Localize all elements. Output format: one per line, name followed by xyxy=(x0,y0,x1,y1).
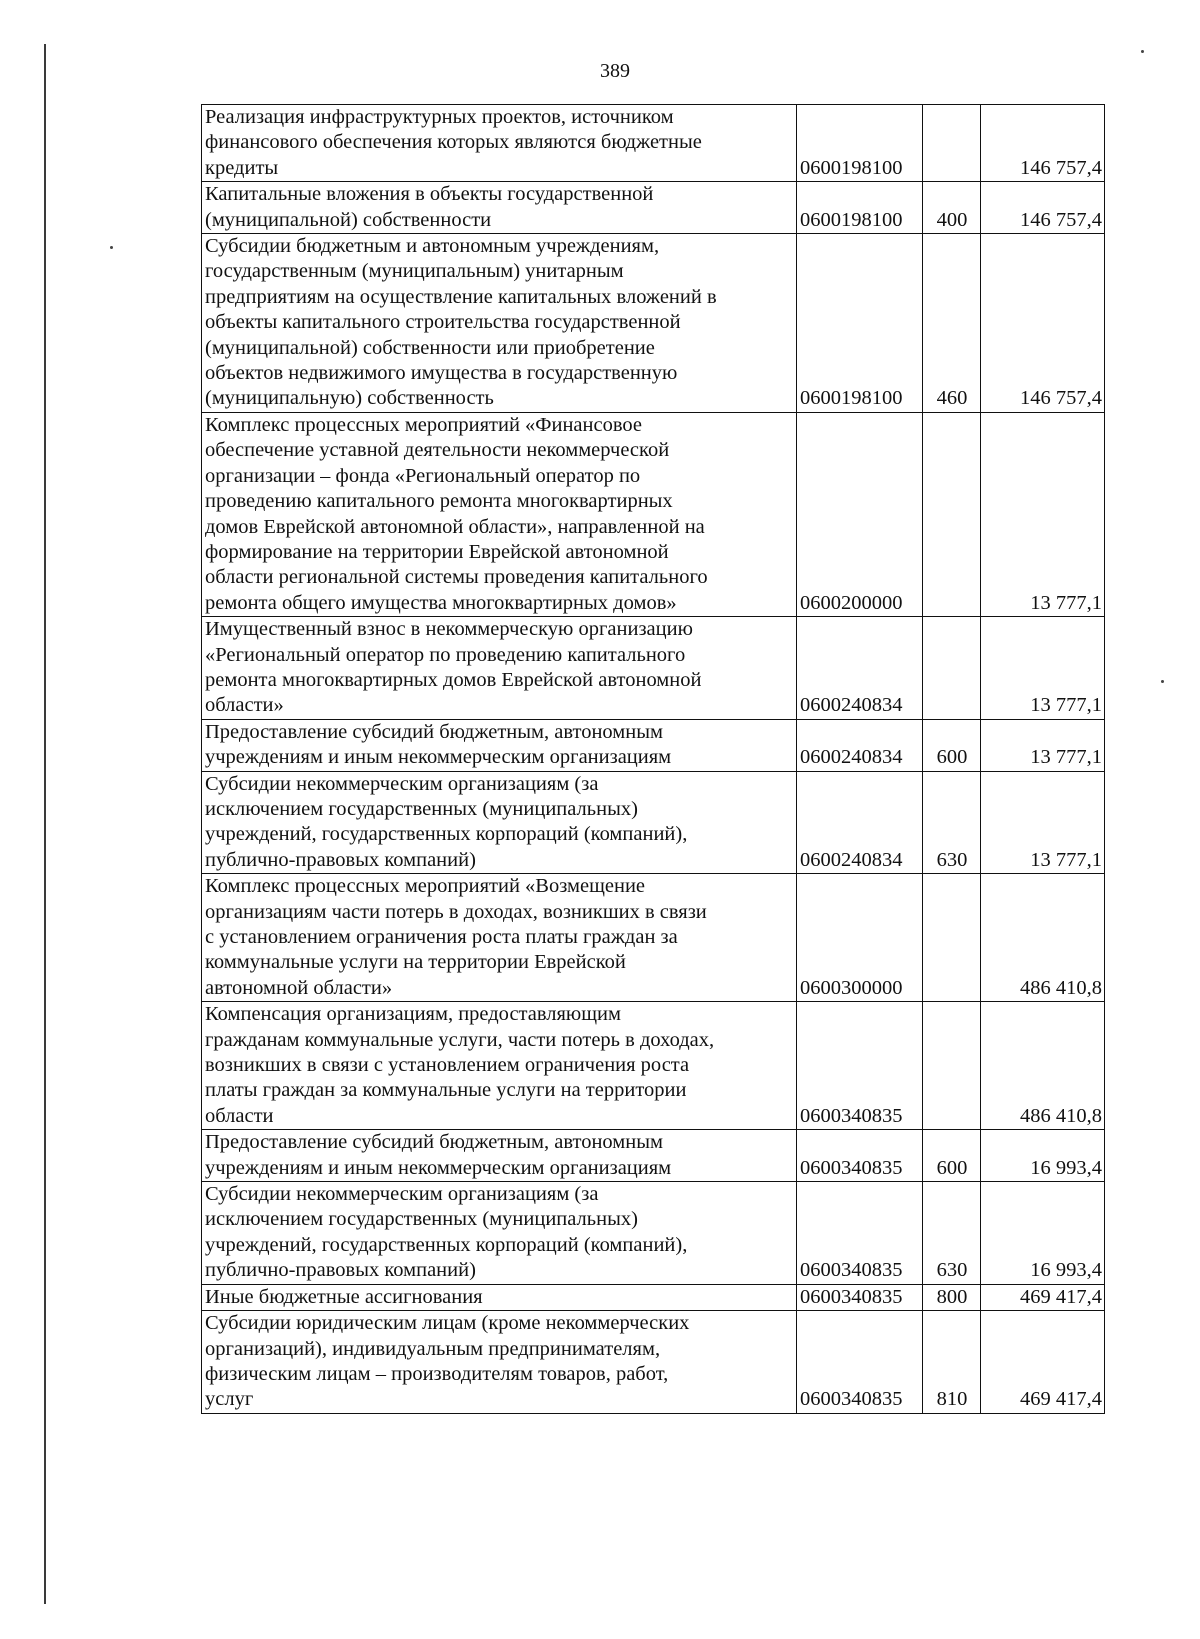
expense-name-cell xyxy=(202,1002,797,1130)
table-row xyxy=(202,105,1105,182)
expense-name-line: исключением государственных (муниципальных) xyxy=(205,1208,638,1231)
expense-name-cell xyxy=(202,771,797,874)
expense-name-line: объектов недвижимого имущества в государственную xyxy=(205,362,678,385)
target-article-code: 0600340835 xyxy=(797,1284,923,1310)
amount-cell: 13 777,1 xyxy=(981,771,1105,874)
expense-name-line: автономной области» xyxy=(205,976,393,999)
target-article-code: 0600200000 xyxy=(797,412,923,616)
table-row xyxy=(202,1311,1105,1414)
expense-name-line: коммунальные услуги на территории Еврейской xyxy=(205,951,626,974)
expense-name-line: организации – фонда «Региональный оператор по xyxy=(205,464,641,487)
expense-name-line: формирование на территории Еврейской автономной xyxy=(205,540,669,563)
expense-name-line: организаций), индивидуальным предпринимателям, xyxy=(205,1337,661,1360)
expense-name-line: Комплекс процессных мероприятий «Возмещение xyxy=(205,875,646,898)
target-article-code: 0600340835 xyxy=(797,1182,923,1285)
expense-name-line: области региональной системы проведения капитального xyxy=(205,566,708,589)
expense-name-line: предприятиям на осуществление капитальных вложений в xyxy=(205,285,717,308)
expense-name-line: кредиты xyxy=(205,156,279,179)
expense-name-line: ремонта общего имущества многоквартирных домов» xyxy=(205,591,677,614)
table-row xyxy=(202,617,1105,720)
expense-name-line: Предоставление субсидий бюджетным, автономным xyxy=(205,720,663,743)
expense-name-line: физическим лицам – производителям товаров, работ, xyxy=(205,1362,669,1385)
expense-name-cell xyxy=(202,105,797,182)
expense-name-cell xyxy=(202,1130,797,1182)
amount-cell: 469 417,4 xyxy=(981,1284,1105,1310)
expense-name-line: Реализация инфраструктурных проектов, источником xyxy=(205,106,674,128)
table-row xyxy=(202,874,1105,1002)
expense-name-line: публично-правовых компаний) xyxy=(205,1259,476,1282)
expense-name-cell xyxy=(202,182,797,234)
expense-name-line: публично-правовых компаний) xyxy=(205,848,476,871)
expense-name-line: объекты капитального строительства государственной xyxy=(205,311,681,334)
table-row xyxy=(202,1284,1105,1310)
expense-name-line: ремонта многоквартирных домов Еврейской автономной xyxy=(205,668,702,691)
scan-margin-line xyxy=(44,44,46,1604)
expense-name-line: Комплекс процессных мероприятий «Финансовое xyxy=(205,413,642,436)
table-row xyxy=(202,412,1105,616)
expense-name-line: (муниципальную) собственность xyxy=(205,387,494,410)
expense-name-line: учреждений, государственных корпораций (компаний), xyxy=(205,1233,688,1256)
expense-name-line: организациям части потерь в доходах, возникших в связи xyxy=(205,900,707,923)
target-article-code: 0600340835 xyxy=(797,1311,923,1414)
expense-name-line: области» xyxy=(205,694,284,717)
target-article-code: 0600240834 xyxy=(797,617,923,720)
scan-speck xyxy=(110,246,113,249)
table-row xyxy=(202,1002,1105,1130)
expense-type-code xyxy=(923,874,981,1002)
expense-type-code: 810 xyxy=(923,1311,981,1414)
expense-type-code: 460 xyxy=(923,234,981,413)
budget-table-body xyxy=(202,105,1105,1414)
expense-name-cell xyxy=(202,234,797,413)
expense-name-line: возникших в связи с установлением ограничения роста xyxy=(205,1054,690,1077)
amount-cell: 13 777,1 xyxy=(981,617,1105,720)
expense-name-line: гражданам коммунальные услуги, части потерь в доходах, xyxy=(205,1028,715,1051)
expense-name-line: учреждениям и иным некоммерческим организациям xyxy=(205,746,672,769)
amount-cell: 13 777,1 xyxy=(981,719,1105,771)
expense-name-line: Имущественный взнос в некоммерческую организацию xyxy=(205,618,693,641)
expense-name-line: государственным (муниципальным) унитарным xyxy=(205,260,624,283)
expense-name-line: учреждений, государственных корпораций (компаний), xyxy=(205,823,688,846)
amount-cell: 16 993,4 xyxy=(981,1130,1105,1182)
amount-cell: 486 410,8 xyxy=(981,1002,1105,1130)
scan-speck xyxy=(1161,680,1164,683)
expense-type-code: 600 xyxy=(923,719,981,771)
expense-name-line: Субсидии юридическим лицам (кроме некоммерческих xyxy=(205,1312,690,1335)
table-row xyxy=(202,771,1105,874)
expense-type-code xyxy=(923,412,981,616)
expense-name-line: Субсидии некоммерческим организациям (за xyxy=(205,1183,599,1206)
expense-name-cell xyxy=(202,1182,797,1285)
expense-name-line: обеспечение уставной деятельности некоммерческой xyxy=(205,439,670,462)
expense-name-line: Капитальные вложения в объекты государственной xyxy=(205,183,654,206)
expense-name-cell xyxy=(202,1311,797,1414)
expense-name-line: Субсидии бюджетным и автономным учреждениям, xyxy=(205,235,660,258)
expense-name-line: Предоставление субсидий бюджетным, автономным xyxy=(205,1131,663,1154)
scan-speck xyxy=(1141,50,1144,53)
amount-cell: 16 993,4 xyxy=(981,1182,1105,1285)
expense-name-line: учреждениям и иным некоммерческим организациям xyxy=(205,1156,672,1179)
amount-cell: 486 410,8 xyxy=(981,874,1105,1002)
expense-name-line: проведению капитального ремонта многоквартирных xyxy=(205,490,673,513)
expense-name-line: исключением государственных (муниципальных) xyxy=(205,797,638,820)
expense-type-code: 800 xyxy=(923,1284,981,1310)
target-article-code: 0600300000 xyxy=(797,874,923,1002)
amount-cell: 146 757,4 xyxy=(981,234,1105,413)
expense-name-line: Субсидии некоммерческим организациям (за xyxy=(205,772,599,795)
expense-name-line: (муниципальной) собственности или приобретение xyxy=(205,336,655,359)
table-row xyxy=(202,1182,1105,1285)
expense-type-code: 600 xyxy=(923,1130,981,1182)
expense-type-code: 630 xyxy=(923,1182,981,1285)
expense-name-line: области xyxy=(205,1104,274,1127)
target-article-code: 0600340835 xyxy=(797,1002,923,1130)
amount-cell: 13 777,1 xyxy=(981,412,1105,616)
expense-name-line: платы граждан за коммунальные услуги на территории xyxy=(205,1079,687,1102)
expense-type-code xyxy=(923,105,981,182)
expense-name-cell xyxy=(202,412,797,616)
expense-name-line: домов Еврейской автономной области», направленной на xyxy=(205,515,705,538)
page-number: 389 xyxy=(600,60,630,82)
expense-name-line: финансового обеспечения которых являются бюджетные xyxy=(205,131,702,154)
expense-name-line: Компенсация организациям, предоставляющим xyxy=(205,1003,621,1026)
budget-table xyxy=(201,104,1105,1414)
table-row xyxy=(202,182,1105,234)
amount-cell: 146 757,4 xyxy=(981,105,1105,182)
expense-name-line: «Региональный оператор по проведению капитального xyxy=(205,643,686,666)
amount-cell: 469 417,4 xyxy=(981,1311,1105,1414)
expense-name-line: (муниципальной) собственности xyxy=(205,208,492,231)
expense-type-code xyxy=(923,1002,981,1130)
table-row xyxy=(202,1130,1105,1182)
expense-name-cell xyxy=(202,874,797,1002)
target-article-code: 0600198100 xyxy=(797,105,923,182)
target-article-code: 0600240834 xyxy=(797,771,923,874)
target-article-code: 0600240834 xyxy=(797,719,923,771)
target-article-code: 0600198100 xyxy=(797,182,923,234)
target-article-code: 0600340835 xyxy=(797,1130,923,1182)
expense-name-cell xyxy=(202,1284,797,1310)
expense-type-code: 400 xyxy=(923,182,981,234)
expense-name-line: Иные бюджетные ассигнования xyxy=(205,1285,483,1308)
target-article-code: 0600198100 xyxy=(797,234,923,413)
amount-cell: 146 757,4 xyxy=(981,182,1105,234)
expense-name-line: услуг xyxy=(205,1388,254,1411)
expense-name-cell xyxy=(202,719,797,771)
expense-type-code xyxy=(923,617,981,720)
expense-name-line: с установлением ограничения роста платы граждан за xyxy=(205,926,678,948)
expense-name-cell xyxy=(202,617,797,720)
table-row xyxy=(202,719,1105,771)
expense-type-code: 630 xyxy=(923,771,981,874)
table-row xyxy=(202,234,1105,413)
